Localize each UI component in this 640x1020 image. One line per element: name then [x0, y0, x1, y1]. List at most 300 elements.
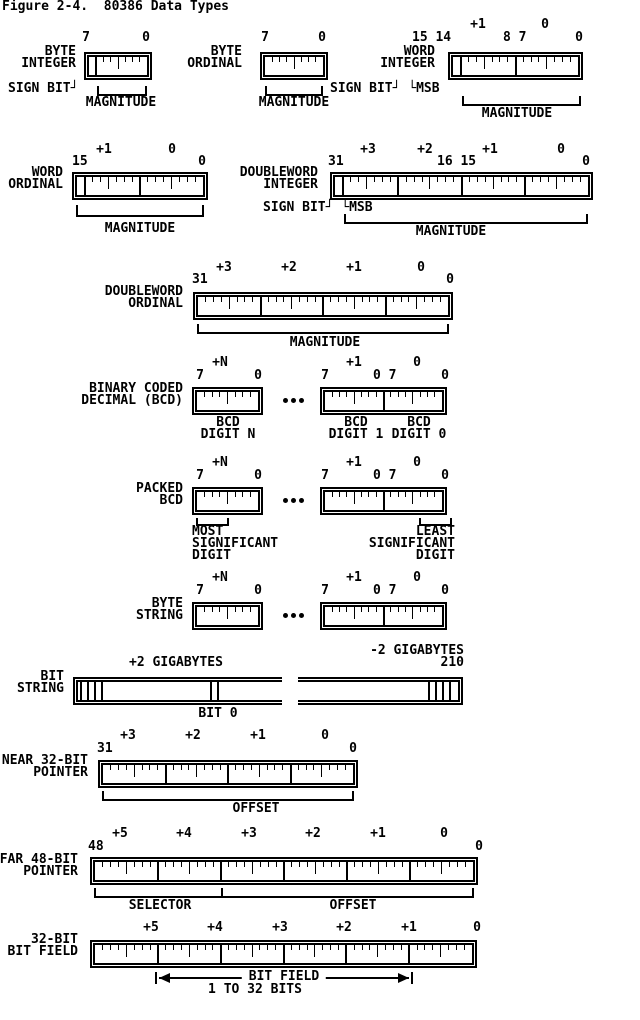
bit-tick: [429, 177, 430, 189]
type-label: WORD: [31, 165, 63, 180]
bit-tick: [532, 177, 533, 182]
near-32bit-pointer-box: [98, 760, 358, 788]
bit-tick: [301, 57, 302, 62]
bit-tick: [219, 492, 220, 497]
bit-tick: [103, 57, 104, 62]
byte-string-box: [192, 602, 263, 630]
digit-caption: SIGNIFICANT: [368, 536, 455, 551]
bit-tick: [412, 492, 413, 504]
size-label: +2 GIGABYTES: [129, 655, 223, 670]
bit-tick: [424, 297, 425, 302]
bit-tick: [250, 607, 251, 612]
bit-tick: [274, 765, 275, 770]
bit-number-label: 7: [321, 583, 329, 598]
bit-tick: [102, 862, 103, 867]
arrowhead-left-icon: [159, 973, 170, 983]
type-label: STRING: [17, 681, 64, 696]
bit-tick: [366, 177, 367, 189]
bit-tick: [212, 607, 213, 612]
bit-number-label: 8 7: [503, 30, 527, 45]
bit-tick: [345, 765, 346, 770]
bit-tick: [393, 945, 394, 950]
byte-offset-label: +3: [360, 142, 376, 157]
bit-number-label: 0: [142, 30, 150, 45]
digit-caption: SIGNIFICANT: [192, 536, 279, 551]
offset-caption: OFFSET: [232, 801, 280, 816]
bit-tick: [433, 862, 434, 867]
bit-tick: [374, 177, 375, 182]
bit-tick: [286, 57, 287, 62]
size-label: -2 GIGABYTES: [370, 643, 464, 658]
bit-tick: [401, 297, 402, 302]
bit-tick: [228, 862, 229, 867]
range-caption: 1 TO 32 BITS: [208, 982, 302, 997]
bit-tick: [432, 297, 433, 302]
bit-tick: [187, 177, 188, 182]
bit-tick: [516, 177, 517, 182]
bit-tick: [398, 392, 399, 397]
byte-divider: [385, 297, 387, 315]
bit-tick: [313, 765, 314, 770]
digit-caption: DIGIT: [415, 548, 455, 563]
byte-divider: [461, 177, 463, 195]
bit-tick: [212, 945, 213, 950]
box-inner: [195, 390, 260, 412]
type-label: BYTE: [44, 44, 76, 59]
bit-tick: [204, 607, 205, 612]
bit-tick: [259, 945, 260, 950]
bit-tick: [448, 945, 449, 950]
bit-tick: [562, 57, 563, 62]
byte-offset-label: +1: [96, 142, 112, 157]
bit-tick: [420, 392, 421, 397]
bit-tick: [283, 297, 284, 302]
bit-tick: [369, 297, 370, 302]
bit-tick: [493, 177, 494, 189]
bit-tick: [195, 177, 196, 182]
bit-number-label: 7: [196, 583, 204, 598]
bit-tick: [92, 177, 93, 182]
bit-tick: [354, 492, 355, 504]
bit-tick: [412, 392, 413, 404]
byte-offset-label: 0: [168, 142, 176, 157]
bit-tick: [236, 862, 237, 867]
bit-tick: [437, 177, 438, 182]
byte-offset-label: +1: [346, 570, 362, 585]
bit-tick: [134, 945, 135, 950]
bit-tick: [376, 392, 377, 397]
bit-tick: [332, 607, 333, 612]
type-label: INTEGER: [263, 177, 318, 192]
bit-tick: [110, 57, 111, 62]
bit-tick: [440, 297, 441, 302]
bit-tick: [457, 862, 458, 867]
byte-offset-label: 0: [417, 260, 425, 275]
bit-tick: [456, 945, 457, 950]
byte-offset-label: +N: [212, 570, 228, 585]
bit-tick: [244, 945, 245, 950]
bit-tick: [346, 297, 347, 302]
bit-tick: [196, 765, 197, 777]
bit-tick: [149, 765, 150, 770]
bit-tick: [476, 57, 477, 62]
magnitude-caption: MAGNITUDE: [104, 221, 176, 236]
byte-offset-label: +2: [305, 826, 321, 841]
byte-offset-label: +2: [281, 260, 297, 275]
bit-tick: [416, 297, 417, 309]
bit-tick: [235, 492, 236, 497]
bit-tick: [134, 765, 135, 777]
bit-field-range-label: BIT FIELD: [242, 972, 326, 982]
bit-tick: [362, 297, 363, 302]
bit-tick: [339, 392, 340, 397]
byte-divider: [322, 297, 324, 315]
range-bracket: [197, 324, 449, 334]
type-label: INTEGER: [21, 56, 76, 71]
bit-tick: [427, 492, 428, 497]
bit-string-box: [73, 677, 463, 705]
bit-tick: [354, 392, 355, 404]
box-inner: [323, 605, 444, 627]
bit-tick: [378, 862, 379, 874]
byte-offset-label: +4: [207, 920, 223, 935]
bit-tick: [339, 862, 340, 867]
box-inner: [93, 943, 474, 965]
bit0-caption: BIT 0: [198, 706, 238, 721]
bit-tick: [368, 392, 369, 397]
bit-tick: [307, 297, 308, 302]
byte-offset-label: +1: [370, 826, 386, 841]
byte-divider: [165, 765, 167, 783]
type-label: DOUBLEWORD: [239, 165, 318, 180]
selector-caption: SELECTOR: [128, 898, 192, 913]
magnitude-caption: MAGNITUDE: [415, 224, 487, 239]
bit-tick: [414, 177, 415, 182]
type-label: WORD: [403, 44, 435, 59]
bit-tick: [220, 765, 221, 770]
bit-tick: [368, 607, 369, 612]
byte-offset-label: +1: [250, 728, 266, 743]
bit-tick: [242, 392, 243, 397]
bit-tick: [243, 765, 244, 770]
bit-number-label: 0 7: [373, 583, 397, 598]
digit-caption: MOST: [192, 524, 224, 539]
byte-string-box: [320, 602, 447, 630]
digit-caption: DIGIT 0: [391, 427, 447, 442]
byte-offset-label: +3: [272, 920, 288, 935]
byte-offset-label: +1: [346, 355, 362, 370]
bit-tick: [354, 862, 355, 867]
bit-tick: [314, 945, 315, 957]
bit-tick: [307, 862, 308, 867]
sign-bit-msb-label: SIGN BIT┘ └MSB: [330, 81, 440, 96]
byte-offset-label: 0: [557, 142, 565, 157]
bit-tick: [291, 862, 292, 867]
bit-tick: [422, 177, 423, 182]
type-label: POINTER: [33, 765, 88, 780]
sign-bit-line: [84, 177, 86, 195]
byte-divider: [227, 765, 229, 783]
byte-offset-label: +N: [212, 455, 228, 470]
bit-tick: [329, 765, 330, 770]
sign-bit-msb-label: SIGN BIT┘ └MSB: [263, 200, 373, 215]
bit-number-label: 7: [196, 468, 204, 483]
bit-tick: [361, 607, 362, 612]
packed-bcd-box: [192, 487, 263, 515]
bit-tick: [139, 57, 140, 62]
bit-tick: [425, 862, 426, 867]
bit-tick: [227, 492, 228, 504]
bit-tick: [369, 945, 370, 950]
digit-caption: BCD: [344, 415, 368, 430]
bit-tick: [453, 177, 454, 182]
binary-coded-decimal-box: [320, 387, 447, 415]
bit-divider: [449, 682, 451, 700]
bit-tick: [361, 392, 362, 397]
bit-tick: [440, 945, 441, 957]
bit-tick: [268, 862, 269, 867]
bit-tick: [390, 492, 391, 497]
bit-tick: [155, 177, 156, 182]
bit-tick: [173, 765, 174, 770]
byte-divider: [139, 177, 141, 195]
bit-tick: [445, 177, 446, 182]
bit-number-label: 7: [196, 368, 204, 383]
bit-number-label: 0: [254, 468, 262, 483]
bit-tick: [331, 862, 332, 867]
bit-tick: [350, 177, 351, 182]
bracket-divider: [221, 888, 223, 896]
byte-offset-label: +4: [176, 826, 192, 841]
bit-tick: [150, 945, 151, 950]
bit-tick: [235, 607, 236, 612]
ellipsis-dot: [283, 398, 288, 403]
bit-tick: [212, 392, 213, 397]
bit-tick: [377, 945, 378, 957]
byte-divider: [408, 945, 410, 963]
bit-tick: [393, 297, 394, 302]
bit-number-label: 0: [441, 368, 449, 383]
bit-tick: [205, 945, 206, 950]
byte-offset-label: +3: [120, 728, 136, 743]
sign-bit-line: [95, 57, 97, 75]
byte-divider: [345, 945, 347, 963]
bit-tick: [564, 177, 565, 182]
bit-tick: [229, 297, 230, 309]
range-bracket: [97, 86, 147, 96]
bit-tick: [337, 765, 338, 770]
bit-number-label: 7: [321, 368, 329, 383]
bit-tick: [163, 177, 164, 182]
ellipsis-dot: [291, 398, 296, 403]
bit-tick: [118, 765, 119, 770]
bit-number-label: 0: [575, 30, 583, 45]
bit-tick: [330, 297, 331, 302]
byte-offset-label: +3: [241, 826, 257, 841]
digit-caption: BCD: [407, 415, 431, 430]
type-label: ORDINAL: [128, 296, 183, 311]
bit-number-label: 0 7: [373, 368, 397, 383]
bit-tick: [275, 945, 276, 950]
byte-divider: [383, 392, 385, 410]
bit-tick: [398, 492, 399, 497]
range-bracket: [102, 791, 354, 801]
bit-number-label: 210: [440, 655, 464, 670]
bit-divider: [217, 682, 219, 700]
bit-tick: [118, 945, 119, 950]
bit-tick: [315, 862, 316, 874]
bit-tick: [465, 862, 466, 867]
digit-caption: BCD: [216, 415, 240, 430]
bit-tick: [250, 392, 251, 397]
bit-number-label: 0 7: [373, 468, 397, 483]
bit-tick: [219, 392, 220, 397]
bit-tick: [332, 492, 333, 497]
bit-tick: [102, 945, 103, 950]
figure-title: Figure 2-4. 80386 Data Types: [2, 0, 229, 14]
box-inner: [195, 490, 260, 512]
arrow-end-bar: [411, 972, 413, 984]
bit-tick: [299, 945, 300, 950]
bit-tick: [427, 607, 428, 612]
ellipsis-dot: [299, 613, 304, 618]
range-bracket: [462, 96, 581, 106]
bit-tick: [126, 765, 127, 770]
type-label: INTEGER: [380, 56, 435, 71]
bit-tick: [205, 862, 206, 867]
byte-divider: [157, 945, 159, 963]
box-inner: [323, 390, 444, 412]
byte-divider: [260, 297, 262, 315]
bit-tick: [354, 945, 355, 950]
bit-tick: [398, 607, 399, 612]
bit-tick: [406, 177, 407, 182]
bit-tick: [212, 492, 213, 497]
bit-tick: [132, 57, 133, 62]
packed-bcd-box: [320, 487, 447, 515]
bit-tick: [291, 297, 292, 309]
bit-tick: [580, 177, 581, 182]
bit-tick: [108, 177, 109, 189]
bit-tick: [315, 297, 316, 302]
byte-divider: [157, 862, 159, 880]
bit-tick: [227, 607, 228, 619]
bit-tick: [142, 945, 143, 950]
bit-divider: [442, 682, 444, 700]
bit-number-label: 0: [318, 30, 326, 45]
byte-offset-label: +2: [336, 920, 352, 935]
bit-tick: [252, 862, 253, 874]
bit-tick: [299, 862, 300, 867]
bit-tick: [279, 57, 280, 62]
bit-number-label: 31: [328, 154, 344, 169]
bit-tick: [221, 297, 222, 302]
bit-tick: [126, 862, 127, 874]
word-ordinal-box: [72, 172, 208, 200]
bit-number-label: 0: [582, 154, 590, 169]
bit-number-label: 0: [441, 468, 449, 483]
bit-tick: [308, 57, 309, 62]
digit-caption: LEAST: [415, 524, 455, 539]
bit-tick: [276, 297, 277, 302]
bit-number-label: 31: [192, 272, 208, 287]
bit-tick: [235, 765, 236, 770]
type-label: BINARY CODED: [89, 381, 183, 396]
bit-tick: [165, 945, 166, 950]
bit-tick: [382, 177, 383, 182]
byte-offset-label: 0: [413, 570, 421, 585]
type-label: STRING: [136, 608, 183, 623]
bit-tick: [242, 607, 243, 612]
bit-tick: [546, 57, 547, 69]
bit-tick: [556, 177, 557, 189]
byte-divider: [515, 57, 517, 75]
type-label: ORDINAL: [187, 56, 242, 71]
bit-tick: [142, 765, 143, 770]
byte-offset-label: +3: [216, 260, 232, 275]
bit-tick: [405, 492, 406, 497]
bit-tick: [485, 177, 486, 182]
byte-divider: [409, 862, 411, 880]
byte-offset-label: 0: [541, 17, 549, 32]
bit-tick: [354, 297, 355, 309]
bit-number-label: 0: [254, 368, 262, 383]
type-label: BYTE: [210, 44, 242, 59]
bit-tick: [420, 492, 421, 497]
bit-tick: [315, 57, 316, 62]
bit-tick: [267, 945, 268, 950]
bit-divider: [428, 682, 430, 700]
bit-tick: [235, 392, 236, 397]
ellipsis-dot: [283, 613, 288, 618]
bit-tick: [538, 57, 539, 62]
bit-tick: [449, 862, 450, 867]
bit-tick: [213, 862, 214, 867]
bit-tick: [408, 297, 409, 302]
bit-tick: [110, 765, 111, 770]
bit-tick: [236, 945, 237, 950]
type-label: PACKED: [136, 481, 183, 496]
range-bracket: [196, 518, 229, 526]
byte-integer-box: [84, 52, 152, 80]
bit-tick: [377, 297, 378, 302]
bit-tick: [417, 862, 418, 867]
bit-tick: [508, 177, 509, 182]
bit-tick: [468, 57, 469, 62]
bit-number-label: 0: [349, 741, 357, 756]
bit-tick: [554, 57, 555, 62]
bit-number-label: 0: [475, 839, 483, 854]
bit-tick: [157, 765, 158, 770]
ellipsis-dot: [283, 498, 288, 503]
byte-offset-label: 0: [321, 728, 329, 743]
type-label: 32-BIT: [31, 932, 78, 947]
bit-tick: [376, 492, 377, 497]
type-label: DOUBLEWORD: [104, 284, 183, 299]
box-inner: [93, 860, 475, 882]
bit-tick: [376, 607, 377, 612]
byte-offset-label: +1: [401, 920, 417, 935]
byte-offset-label: 0: [473, 920, 481, 935]
bit-tick: [204, 492, 205, 497]
bit-tick: [507, 57, 508, 62]
bit-divider: [435, 682, 437, 700]
type-label: FAR 48-BIT: [0, 852, 78, 867]
bit-tick: [272, 57, 273, 62]
bit-tick: [346, 492, 347, 497]
bit-tick: [181, 945, 182, 950]
bit-tick: [118, 57, 119, 69]
